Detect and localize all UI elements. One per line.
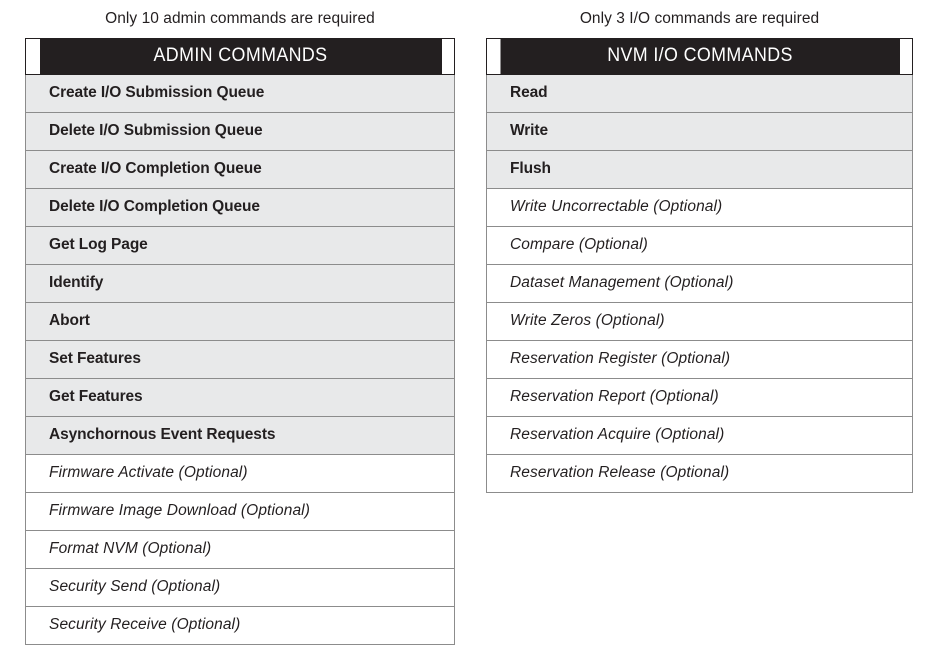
table-row <box>26 188 455 226</box>
table-row <box>26 150 455 188</box>
admin-commands-table-body <box>26 74 455 644</box>
table-row <box>26 606 455 644</box>
nvm-io-commands-table-head <box>487 38 913 74</box>
table-row <box>487 74 913 112</box>
nvm-io-commands-table-header: NVM I/O COMMANDS <box>499 38 899 74</box>
nvm-io-commands-caption: Only 3 I/O commands are required <box>579 10 820 27</box>
table-row <box>487 226 913 264</box>
command-cell-required: Write <box>487 112 913 150</box>
command-cell-required: Set Features <box>26 340 455 378</box>
table-row <box>487 416 913 454</box>
table-row <box>487 188 913 226</box>
table-row <box>26 492 455 530</box>
table-row <box>487 378 913 416</box>
command-cell-required: Create I/O Submission Queue <box>26 74 455 112</box>
command-cell-optional: Write Uncorrectable (Optional) <box>487 188 913 226</box>
table-row <box>26 340 455 378</box>
table-row <box>487 112 913 150</box>
command-cell-optional: Security Send (Optional) <box>26 568 455 606</box>
table-row <box>26 302 455 340</box>
table-row <box>487 302 913 340</box>
command-cell-required: Delete I/O Submission Queue <box>26 112 455 150</box>
command-cell-required: Delete I/O Completion Queue <box>26 188 455 226</box>
table-header-row <box>487 38 913 74</box>
command-cell-optional: Compare (Optional) <box>487 226 913 264</box>
table-row <box>487 150 913 188</box>
command-cell-required: Flush <box>487 150 913 188</box>
table-row <box>487 454 913 492</box>
command-cell-optional: Reservation Acquire (Optional) <box>487 416 913 454</box>
table-row <box>26 530 455 568</box>
table-row <box>26 416 455 454</box>
table-row <box>26 264 455 302</box>
command-cell-optional: Format NVM (Optional) <box>26 530 455 568</box>
command-cell-required: Abort <box>26 302 455 340</box>
admin-commands-table-header: ADMIN COMMANDS <box>38 38 441 74</box>
command-cell-optional: Firmware Activate (Optional) <box>26 454 455 492</box>
table-row <box>26 568 455 606</box>
admin-commands-table-head <box>26 38 455 74</box>
command-cell-required: Get Features <box>26 378 455 416</box>
table-row <box>26 378 455 416</box>
command-cell-required: Asynchornous Event Requests <box>26 416 455 454</box>
table-row <box>487 264 913 302</box>
command-cell-optional: Write Zeros (Optional) <box>487 302 913 340</box>
table-row <box>487 340 913 378</box>
command-cell-optional: Reservation Release (Optional) <box>487 454 913 492</box>
table-row <box>26 454 455 492</box>
nvm-io-commands-panel <box>486 0 913 493</box>
table-row <box>26 112 455 150</box>
admin-commands-panel <box>25 0 455 645</box>
command-cell-optional: Dataset Management (Optional) <box>487 264 913 302</box>
nvm-io-commands-table-body <box>487 74 913 492</box>
command-cell-required: Get Log Page <box>26 226 455 264</box>
table-row <box>26 226 455 264</box>
command-cell-required: Identify <box>26 264 455 302</box>
table-row <box>26 74 455 112</box>
admin-commands-table <box>25 38 455 645</box>
command-cell-optional: Security Receive (Optional) <box>26 606 455 644</box>
command-cell-optional: Firmware Image Download (Optional) <box>26 492 455 530</box>
nvm-io-commands-table <box>486 38 913 493</box>
command-cell-optional: Reservation Report (Optional) <box>487 378 913 416</box>
admin-commands-caption: Only 10 admin commands are required <box>105 10 375 27</box>
command-cell-required: Read <box>487 74 913 112</box>
command-cell-optional: Reservation Register (Optional) <box>487 340 913 378</box>
table-header-row <box>26 38 455 74</box>
command-cell-required: Create I/O Completion Queue <box>26 150 455 188</box>
